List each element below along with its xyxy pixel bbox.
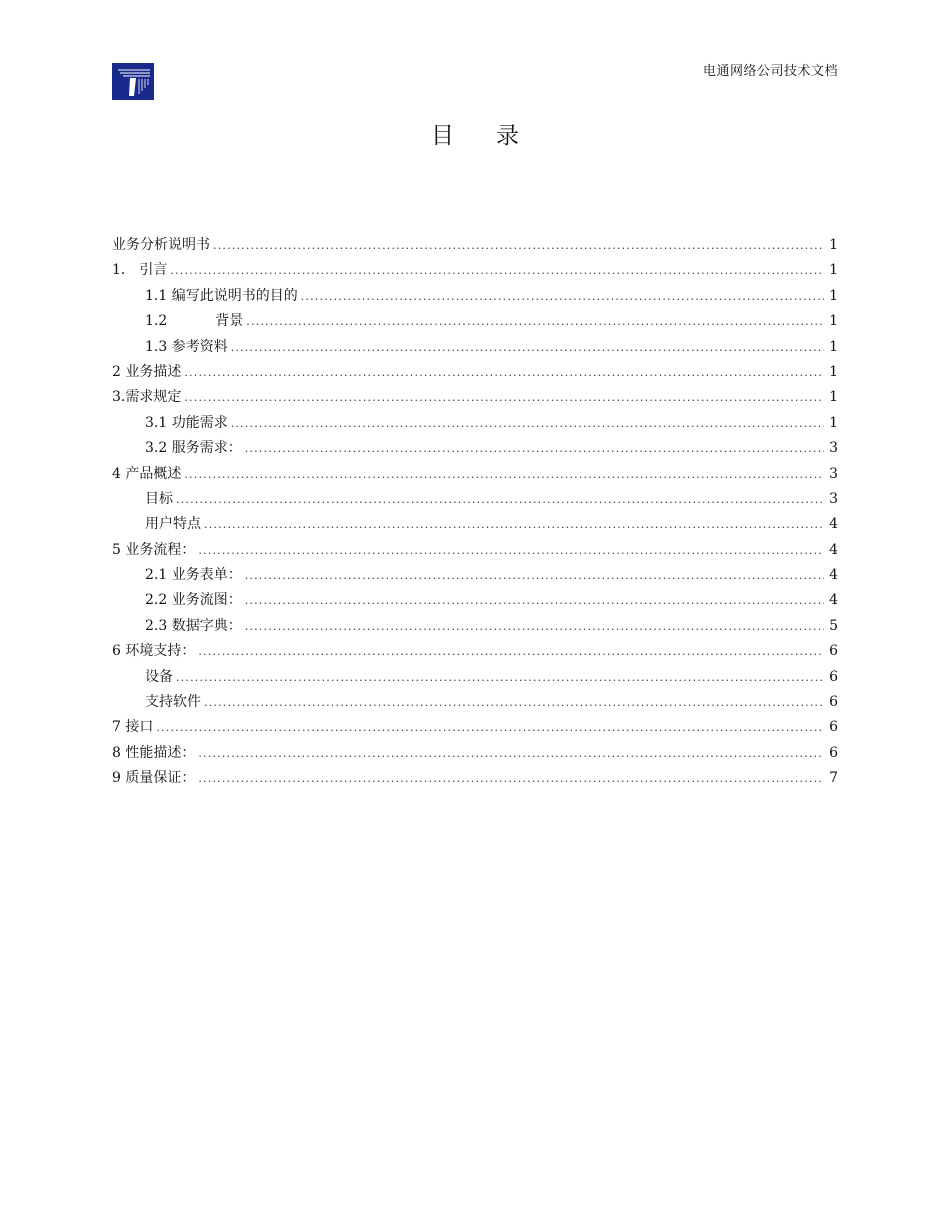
toc-entry-page: 6	[829, 643, 838, 660]
toc-entry-label: 5 业务流程：	[112, 541, 196, 558]
toc-entry[interactable]	[112, 487, 838, 512]
toc-entry[interactable]	[112, 385, 838, 410]
toc-entry-page: 3	[829, 465, 838, 482]
toc-dot-leader	[184, 462, 824, 487]
toc-entry[interactable]	[112, 766, 838, 791]
toc-entry-label: 2.3 数据字典：	[145, 617, 242, 634]
toc-entry[interactable]	[112, 436, 838, 461]
toc-entry-label: 3.1 功能需求	[145, 414, 228, 431]
toc-dot-leader	[204, 690, 824, 715]
toc-dot-leader	[245, 436, 824, 461]
toc-entry-page: 1	[829, 262, 838, 279]
company-logo-icon	[112, 63, 154, 100]
toc-entry[interactable]	[112, 741, 838, 766]
toc-entry-label	[145, 309, 243, 334]
toc-entry-label: 4 产品概述	[112, 465, 182, 482]
toc-entry-page: 7	[829, 770, 838, 787]
toc-entry-number: 1.2	[145, 313, 168, 330]
toc-entry-page: 4	[829, 541, 838, 558]
toc-entry-page: 6	[829, 668, 838, 685]
toc-dot-leader	[198, 766, 824, 791]
toc-entry-page: 4	[829, 592, 838, 609]
toc-entry[interactable]	[112, 360, 838, 385]
toc-dot-leader	[231, 335, 824, 360]
toc-entry-label: 3.需求规定	[112, 389, 182, 406]
toc-dot-leader	[213, 233, 824, 258]
toc-entry-page: 5	[829, 617, 838, 634]
toc-dot-leader	[156, 715, 824, 740]
toc-entry-page: 3	[829, 440, 838, 457]
toc-dot-leader	[204, 512, 824, 537]
toc-entry-label: 9 质量保证：	[112, 770, 196, 787]
toc-entry[interactable]	[112, 665, 838, 690]
table-of-contents	[112, 233, 838, 792]
toc-entry[interactable]	[112, 639, 838, 664]
company-name: 电通网络公司技术文档	[702, 64, 838, 79]
toc-entry-label: 业务分析说明书	[112, 237, 210, 253]
toc-entry-label: 8 性能描述：	[112, 744, 196, 761]
toc-entry-label: 7 接口	[112, 719, 154, 736]
toc-entry-title: 背景	[215, 313, 244, 330]
toc-entry[interactable]	[112, 563, 838, 588]
toc-dot-leader	[245, 563, 824, 588]
toc-dot-leader	[198, 741, 824, 766]
toc-dot-leader	[231, 411, 824, 436]
toc-entry-label: 2.2 业务流图：	[145, 592, 242, 609]
toc-entry-page: 1	[829, 313, 838, 330]
toc-entry-page: 1	[829, 363, 838, 380]
toc-entry-label: 1.1 编写此说明书的目的	[145, 287, 298, 304]
toc-entry[interactable]	[112, 335, 838, 360]
toc-entry[interactable]	[112, 309, 838, 334]
toc-entry-page: 1	[829, 389, 838, 406]
toc-entry[interactable]	[112, 284, 838, 309]
toc-entry-page: 1	[829, 237, 838, 253]
toc-entry[interactable]	[112, 614, 838, 639]
page-title: 目录	[431, 123, 561, 149]
toc-entry[interactable]	[112, 538, 838, 563]
toc-entry[interactable]	[112, 512, 838, 537]
toc-dot-leader	[301, 284, 824, 309]
toc-dot-leader	[184, 385, 824, 410]
toc-entry-page: 3	[829, 490, 838, 507]
toc-entry-label: 设备	[145, 668, 173, 685]
toc-entry-page: 4	[829, 516, 838, 533]
toc-entry-label: 3.2 服务需求：	[145, 440, 242, 457]
toc-entry-page: 1	[829, 338, 838, 355]
toc-entry[interactable]	[112, 411, 838, 436]
toc-entry[interactable]	[112, 233, 838, 258]
toc-dot-leader	[176, 665, 824, 690]
toc-entry-label: 2.1 业务表单：	[145, 567, 242, 584]
toc-entry-page: 6	[829, 694, 838, 711]
toc-entry[interactable]	[112, 588, 838, 613]
toc-entry-page: 6	[829, 719, 838, 736]
toc-entry-page: 1	[829, 414, 838, 431]
toc-dot-leader	[198, 639, 824, 664]
toc-dot-leader	[170, 258, 824, 283]
toc-entry[interactable]	[112, 258, 838, 283]
toc-dot-leader	[198, 538, 824, 563]
toc-entry-label: 6 环境支持：	[112, 643, 196, 660]
toc-entry-label: 目标	[145, 490, 173, 507]
toc-entry-label: 2 业务描述	[112, 363, 182, 380]
toc-dot-leader	[184, 360, 824, 385]
toc-entry[interactable]	[112, 690, 838, 715]
toc-entry-page: 4	[829, 567, 838, 584]
toc-entry-label: 支持软件	[145, 694, 201, 711]
toc-dot-leader	[245, 614, 824, 639]
toc-entry[interactable]	[112, 462, 838, 487]
toc-dot-leader	[246, 309, 824, 334]
toc-entry-page: 6	[829, 744, 838, 761]
toc-dot-leader	[176, 487, 824, 512]
toc-entry-label: 用户特点	[145, 516, 201, 533]
toc-entry[interactable]	[112, 715, 838, 740]
toc-entry-page: 1	[829, 287, 838, 304]
toc-entry-label: 1． 引言	[112, 262, 168, 279]
toc-entry-label: 1.3 参考资料	[145, 338, 228, 355]
toc-dot-leader	[245, 588, 824, 613]
